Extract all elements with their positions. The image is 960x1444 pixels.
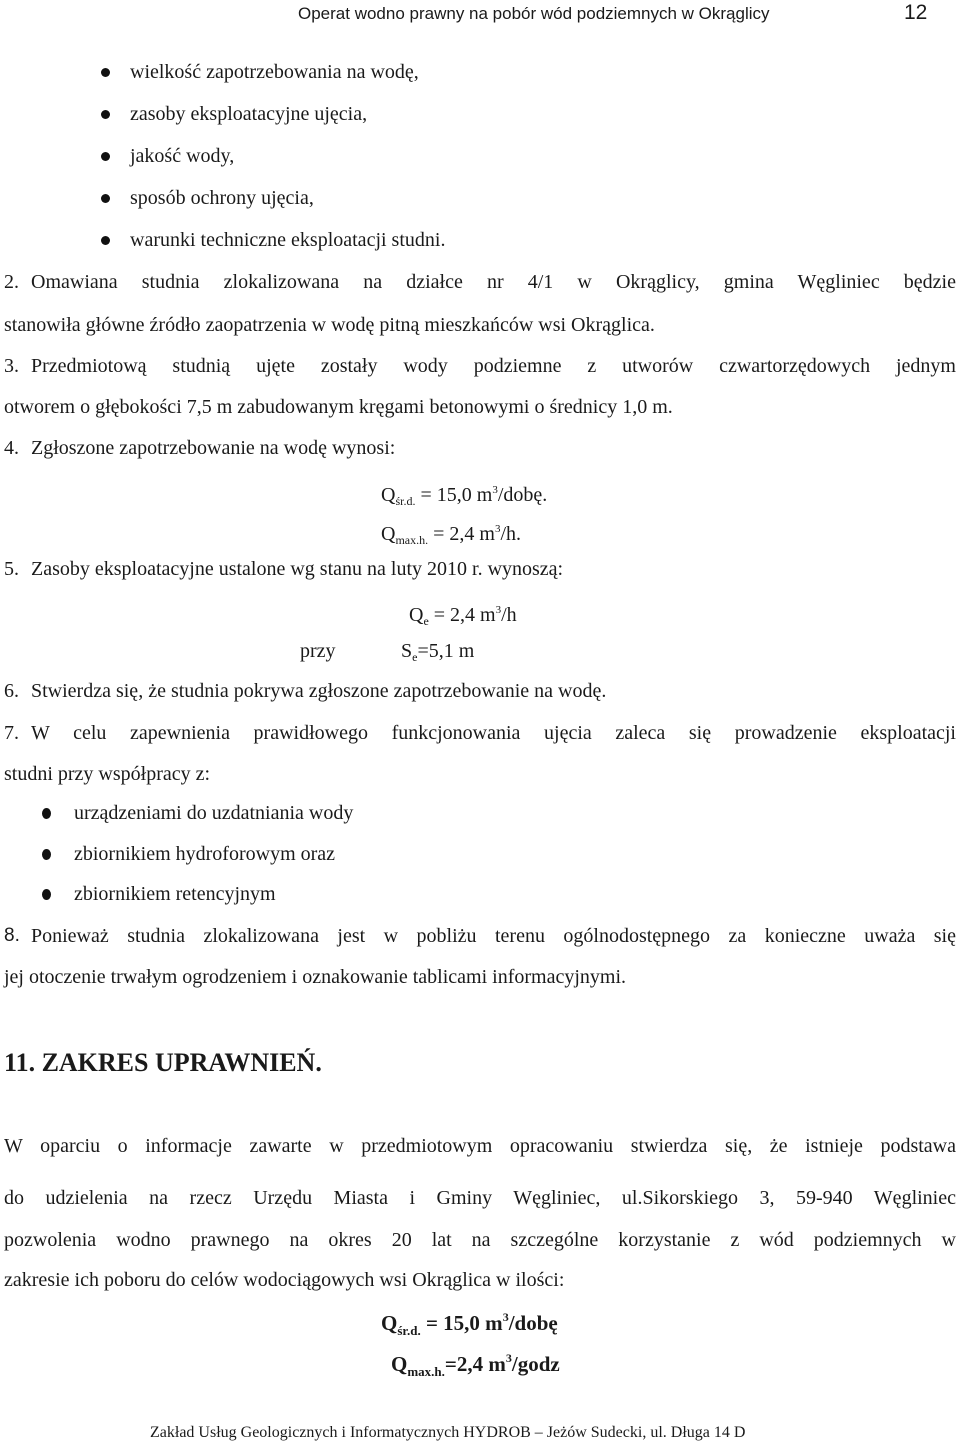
- formula-unit: /dobę: [508, 1311, 558, 1335]
- item-number: 2.: [4, 271, 19, 293]
- paragraph-line: zakresie ich poboru do celów wodociągowych wsi Okrąglica w ilości:: [4, 1269, 565, 1291]
- formula-symbol: Q: [391, 1352, 408, 1376]
- bullet-icon: [101, 152, 110, 161]
- formula-bold-q-maxh: [391, 1351, 560, 1380]
- formula-symbol: Q: [409, 604, 424, 626]
- formula-bold-q-srd: [381, 1310, 558, 1339]
- formula-superscript: 3: [502, 1310, 509, 1324]
- list-item: sposób ochrony ujęcia,: [130, 187, 314, 209]
- item-number: 8.: [4, 925, 20, 946]
- formula-qe: [409, 598, 517, 633]
- paragraph-line: Ponieważ studnia zlokalizowana jest w pobliżu terenu ogólnodostępnego za konieczne uważa się: [31, 925, 956, 947]
- bullet-icon: [42, 889, 51, 900]
- bullet-icon: [42, 849, 51, 860]
- item-number: 7.: [4, 722, 19, 744]
- bullet-icon: [101, 194, 110, 203]
- formula-symbol: Q: [381, 484, 396, 506]
- item-number: 6.: [4, 680, 19, 702]
- paragraph-line: otworem o głębokości 7,5 m zabudowanym kręgami betonowymi o średnicy 1,0 m.: [4, 396, 673, 418]
- formula-unit: /h: [501, 604, 517, 626]
- formula-value: = 2,4 m: [428, 523, 495, 545]
- bullet-icon: [101, 68, 110, 77]
- formula-subscript: max.h.: [395, 533, 429, 547]
- paragraph-line: Zgłoszone zapotrzebowanie na wodę wynosi:: [31, 437, 396, 459]
- formula-symbol: Q: [381, 1311, 398, 1335]
- formula-subscript: e: [412, 650, 418, 664]
- bullet-icon: [101, 236, 110, 245]
- formula-q-maxh: [381, 517, 521, 552]
- list-item: wielkość zapotrzebowania na wodę,: [130, 61, 419, 83]
- page-number: 12: [904, 1, 928, 24]
- formula-value: =5,1 m: [417, 640, 475, 662]
- list-item: warunki techniczne eksploatacji studni.: [130, 229, 446, 251]
- formula-superscript: 3: [495, 604, 502, 616]
- formula-q-srd: [381, 478, 547, 513]
- page-header-title: Operat wodno prawny na pobór wód podziemnych w Okrąglicy: [298, 4, 770, 23]
- formula-unit: /godz: [511, 1352, 560, 1376]
- bullet-icon: [42, 808, 51, 819]
- list-item: jakość wody,: [130, 145, 235, 167]
- paragraph-line: pozwolenia wodno prawnego na okres 20 lat na szczególne korzystanie z wód podziemnych w: [4, 1229, 956, 1251]
- section-heading: 11. ZAKRES UPRAWNIEŃ.: [4, 1048, 322, 1077]
- formula-se: [401, 639, 474, 669]
- list-item: zbiornikiem retencyjnym: [74, 883, 276, 905]
- list-item: urządzeniami do uzdatniania wody: [74, 802, 354, 824]
- paragraph-line: Przedmiotową studnią ujęte zostały wody podziemne z utworów czwartorzędowych jednym: [31, 355, 956, 377]
- paragraph-line: jej otoczenie trwałym ogrodzeniem i oznakowanie tablicami informacyjnymi.: [4, 966, 627, 988]
- bullet-icon: [101, 110, 110, 119]
- item-number: 5.: [4, 558, 19, 580]
- formula-unit: /h.: [500, 523, 522, 545]
- paragraph-line: W oparciu o informacje zawarte w przedmiotowym opracowaniu stwierdza się, że istnieje podstawa: [4, 1135, 956, 1157]
- formula-value: =2,4 m: [444, 1352, 506, 1376]
- list-item: zasoby eksploatacyjne ujęcia,: [130, 103, 368, 125]
- paragraph-line: W celu zapewnienia prawidłowego funkcjonowania ujęcia zaleca się prowadzenie eksploatacji: [31, 722, 956, 744]
- paragraph-line: Stwierdza się, że studnia pokrywa zgłoszone zapotrzebowanie na wodę.: [31, 680, 607, 702]
- item-number: 3.: [4, 355, 19, 377]
- formula-superscript: 3: [494, 523, 501, 535]
- paragraph-line: Zasoby eksploatacyjne ustalone wg stanu na luty 2010 r. wynoszą:: [31, 558, 564, 580]
- formula-subscript: śr.d.: [397, 1323, 421, 1338]
- formula-subscript: max.h.: [407, 1364, 445, 1379]
- formula-superscript: 3: [492, 484, 498, 496]
- formula-unit: /dobę.: [497, 484, 548, 506]
- paragraph-line: Omawiana studnia zlokalizowana na działce nr 4/1 w Okrąglicy, gmina Węgliniec będzie: [31, 271, 956, 293]
- przy-label: przy: [300, 640, 336, 662]
- formula-value: = 2,4 m: [428, 604, 496, 626]
- paragraph-line: stanowiła główne źródło zaopatrzenia w wodę pitną mieszkańców wsi Okrąglica.: [4, 314, 655, 336]
- formula-value: = 15,0 m: [420, 1311, 503, 1335]
- formula-subscript: e: [423, 614, 429, 628]
- item-number: 4.: [4, 437, 19, 459]
- paragraph-line: studni przy współpracy z:: [4, 763, 211, 785]
- formula-superscript: 3: [505, 1351, 512, 1365]
- page-footer: Zakład Usług Geologicznych i Informatycznych HYDROB – Jeżów Sudecki, ul. Długa 14 D: [150, 1424, 746, 1441]
- formula-symbol: Q: [381, 523, 396, 545]
- formula-subscript: śr.d.: [395, 494, 416, 508]
- paragraph-line: do udzielenia na rzecz Urzędu Miasta i Gminy Węgliniec, ul.Sikorskiego 3, 59-940 Węgliniec: [4, 1187, 956, 1209]
- formula-symbol: S: [401, 640, 413, 662]
- list-item: zbiornikiem hydroforowym oraz: [74, 843, 336, 865]
- formula-value: = 15,0 m: [415, 484, 493, 506]
